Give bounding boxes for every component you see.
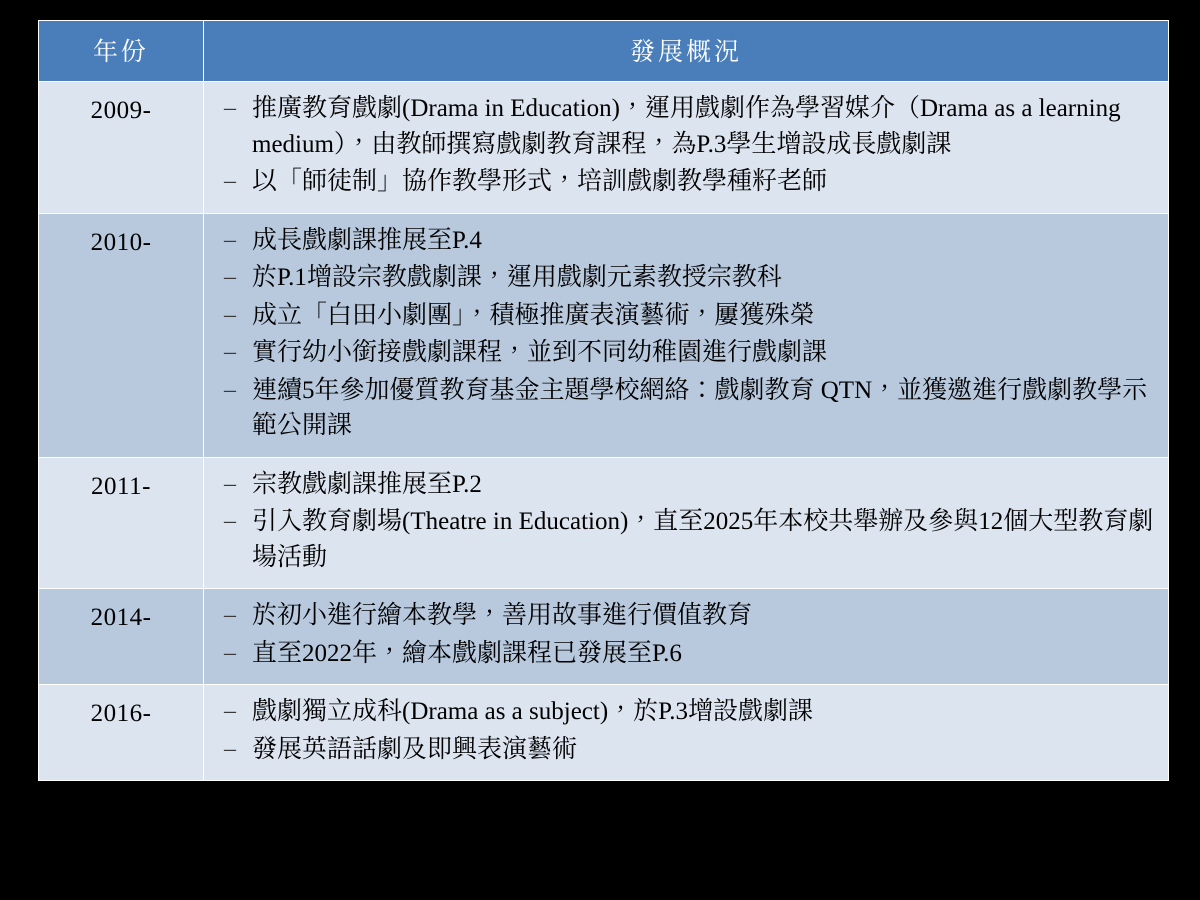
- list-item-text: 連續5年參加優質教育基金主題學校網絡：戲劇教育 QTN，並獲邀進行戲劇教學示範公開課: [252, 376, 1148, 439]
- table-row: [39, 589, 1169, 685]
- list-item: [218, 598, 1158, 634]
- list-item: [218, 223, 1158, 259]
- list-item-text: 發展英語話劇及即興表演藝術: [252, 735, 578, 763]
- bullet-dash-icon: –: [224, 339, 236, 365]
- column-header-year: 年份: [39, 21, 204, 82]
- bullet-dash-icon: –: [224, 226, 236, 253]
- list-item: [218, 298, 1158, 334]
- development-item-list: [218, 91, 1158, 200]
- list-item-text: 於P.1增設宗教戲劇課，運用戲劇元素教授宗教科: [252, 264, 782, 291]
- bullet-dash-icon: –: [224, 264, 236, 290]
- bullet-dash-icon: –: [224, 602, 236, 628]
- list-item-text: 於初小進行繪本教學，善用故事進行價值教育: [252, 602, 753, 629]
- table-row: [39, 457, 1169, 589]
- cell-year: 2010-: [39, 213, 204, 457]
- table-body: [39, 82, 1169, 781]
- list-item: [218, 636, 1158, 672]
- list-item: [218, 91, 1158, 162]
- column-header-development: 發展概況: [204, 21, 1169, 82]
- bullet-dash-icon: –: [224, 168, 236, 194]
- bullet-dash-icon: –: [224, 470, 236, 497]
- list-item-text: 成立「白田小劇團」，積極推廣表演藝術，屢獲殊榮: [252, 301, 815, 329]
- list-item: [218, 373, 1158, 444]
- list-item-text: 直至2022年，繪本戲劇課程已發展至P.6: [252, 639, 682, 667]
- list-item: [218, 732, 1158, 768]
- bullet-dash-icon: –: [224, 508, 236, 534]
- cell-year: 2014-: [39, 589, 204, 685]
- list-item-text: 戲劇獨立成科(Drama as a subject)，於P.3增設戲劇課: [252, 698, 814, 725]
- table-header: [39, 21, 1169, 82]
- list-item: [218, 335, 1158, 371]
- cell-development: [204, 213, 1169, 457]
- table-row: [39, 213, 1169, 457]
- table-row: [39, 82, 1169, 214]
- cell-development: [204, 685, 1169, 781]
- development-item-list: [218, 467, 1158, 576]
- cell-year: 2009-: [39, 82, 204, 214]
- list-item-text: 宗教戲劇課推展至P.2: [252, 470, 482, 498]
- cell-development: [204, 589, 1169, 685]
- cell-year: 2011-: [39, 457, 204, 589]
- list-item: [218, 260, 1158, 296]
- list-item-text: 實行幼小銜接戲劇課程，並到不同幼稚園進行戲劇課: [252, 339, 828, 366]
- list-item-text: 引入教育劇場(Theatre in Education)，直至2025年本校共舉辦及參與12個大型教育劇場活動: [252, 508, 1154, 571]
- bullet-dash-icon: –: [224, 301, 236, 328]
- list-item-text: 以「師徒制」協作教學形式，培訓戲劇教學種籽老師: [252, 168, 828, 195]
- table-header-row: [39, 21, 1169, 82]
- development-item-list: [218, 223, 1158, 444]
- list-item: [218, 504, 1158, 575]
- cell-year: 2016-: [39, 685, 204, 781]
- cell-development: [204, 457, 1169, 589]
- list-item-text: 推廣教育戲劇(Drama in Education)，運用戲劇作為學習媒介（Drama as a learning medium），由教師撰寫戲劇教育課程，為P.3學生增設成長戲劇課: [252, 95, 1121, 158]
- bullet-dash-icon: –: [224, 735, 236, 762]
- bullet-dash-icon: –: [224, 376, 236, 403]
- bullet-dash-icon: –: [224, 95, 236, 121]
- list-item: [218, 164, 1158, 200]
- development-table-container: [38, 20, 1168, 781]
- development-item-list: [218, 694, 1158, 767]
- development-item-list: [218, 598, 1158, 671]
- list-item: [218, 467, 1158, 503]
- bullet-dash-icon: –: [224, 639, 236, 666]
- cell-development: [204, 82, 1169, 214]
- table-row: [39, 685, 1169, 781]
- development-overview-table: [38, 20, 1169, 781]
- list-item-text: 成長戲劇課推展至P.4: [252, 226, 482, 254]
- bullet-dash-icon: –: [224, 698, 236, 724]
- list-item: [218, 694, 1158, 730]
